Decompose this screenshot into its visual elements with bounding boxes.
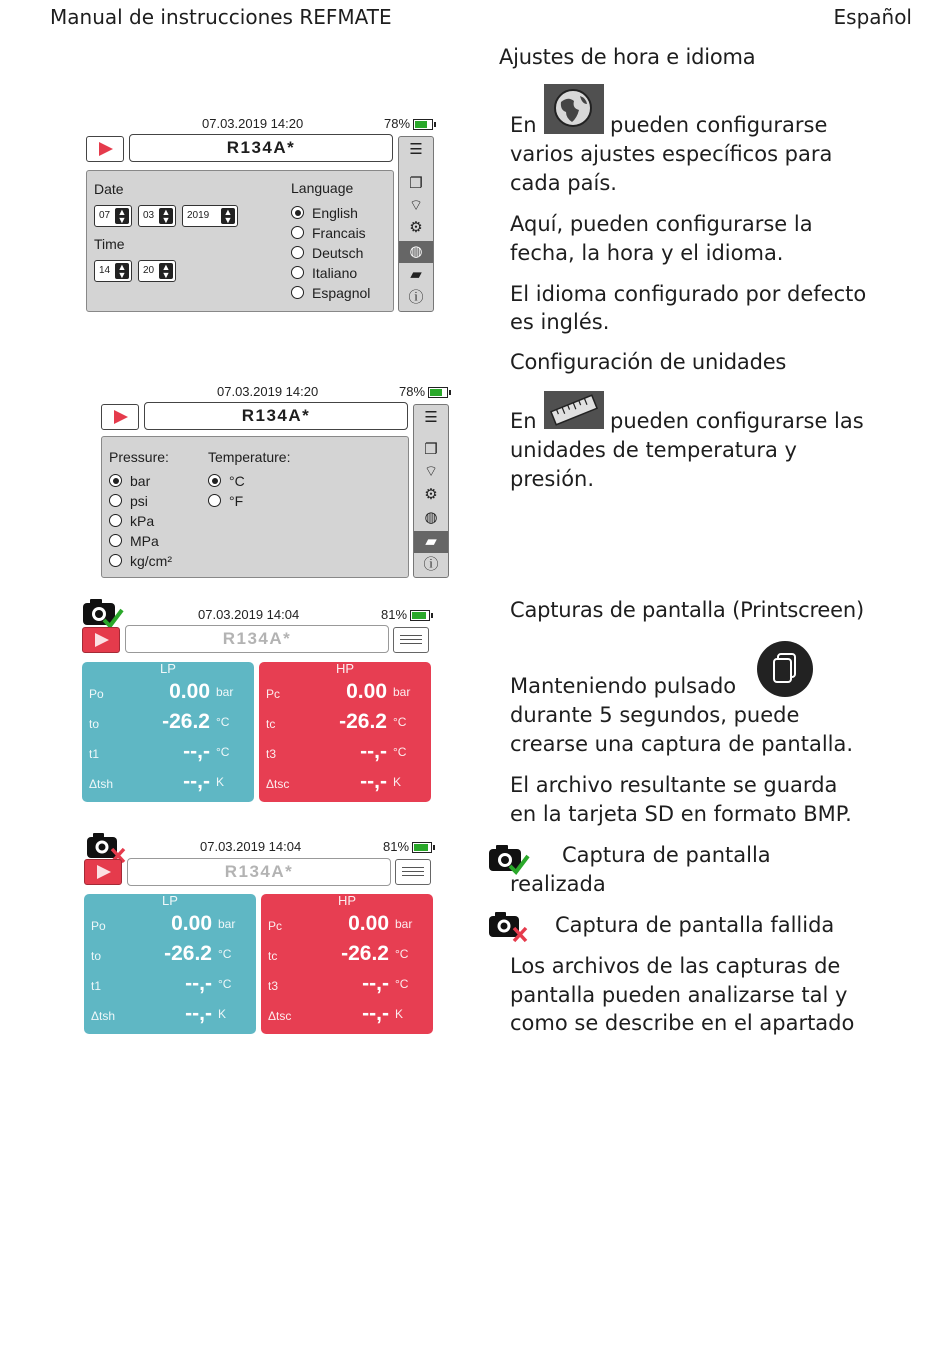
hp-title: HP [335,661,355,676]
text-p3-l1: El idioma configurado por defecto [510,282,867,306]
row-unit: bar [393,685,411,699]
camera-cross-icon [486,910,532,948]
radio-label: °C [229,473,245,489]
text-p1-post: pueden configurarse [610,113,828,137]
battery-icon [410,610,430,621]
globe-icon[interactable]: ◍ [424,509,438,526]
radio-label: kg/cm² [130,553,172,569]
menu-icon[interactable]: ☰ [409,141,423,158]
menu-button[interactable] [395,859,431,885]
side-menu [413,404,449,578]
hp-row [259,770,431,800]
year-value: 2019 [187,210,210,221]
row-key: tc [268,949,278,963]
text-screens-p2-l1: El archivo resultante se guarda [510,773,838,797]
hp-row [261,912,433,942]
time-label: Time [94,236,125,252]
hp-panel [259,662,431,802]
menu-icon[interactable]: ☰ [424,409,438,426]
settings-panel [86,170,394,312]
row-key: Δtsh [91,1009,116,1023]
hp-row [259,710,431,740]
text-screens-p2-l2: en la tarjeta SD en formato BMP. [510,802,852,826]
row-key: Δtsc [268,1009,292,1023]
wireless-icon[interactable]: ⌔ [423,463,439,480]
header-title: Manual de instrucciones REFMATE [50,5,392,29]
row-unit: °C [218,977,232,991]
month-value: 03 [143,210,155,221]
lp-title: LP [162,893,178,908]
lp-panel [82,662,254,802]
text-p3-l2: es inglés. [510,310,610,334]
radio-celsius[interactable] [208,473,245,489]
row-key: t3 [268,979,279,993]
status-datetime: 07.03.2019 14:04 [200,839,302,854]
info-icon[interactable]: ⓘ [408,289,424,306]
units-panel [101,436,409,578]
row-key: Pc [268,919,283,933]
year-spinner[interactable]: 2019 ▲ ▼ [182,205,238,227]
device-screen-capture-ok [80,596,440,806]
text-screens-p3-l2: pantalla pueden analizarse tal y [510,983,848,1007]
status-datetime: 07.03.2019 14:20 [202,116,304,131]
row-unit: °C [393,715,407,729]
row-value: --,- [362,1002,389,1025]
play-button[interactable] [82,627,120,653]
row-value: --,- [360,740,387,763]
row-unit: K [218,1007,227,1021]
section-title-screenshots: Capturas de pantalla (Printscreen) [510,598,864,622]
row-value: -26.2 [341,942,389,965]
hp-row [259,680,431,710]
lp-row [82,680,254,710]
menu-button[interactable] [393,627,429,653]
text-screens-p3-l1: Los archivos de las capturas de [510,954,841,978]
radio-fahrenheit[interactable] [208,493,243,509]
pressure-label: Pressure: [109,449,169,465]
text-units-l2: unidades de temperatura y [510,438,797,462]
row-unit: °C [218,947,232,961]
hp-row [261,1002,433,1032]
radio-label: MPa [130,533,159,549]
play-button[interactable] [84,859,122,885]
text-en: En [510,113,537,137]
row-value: --,- [362,972,389,995]
text-units-post: pueden configurarse las [610,409,864,433]
radio-label: Francais [312,225,366,241]
section-title-time-language: Ajustes de hora e idioma [499,45,756,69]
radio-label: psi [130,493,148,509]
radio-deutsch[interactable] [291,245,363,261]
row-value: 0.00 [346,680,387,703]
row-value: 0.00 [348,912,389,935]
battery-text: 81% [383,839,410,854]
hp-panel [261,894,433,1034]
device-screen-capture-failed [82,829,442,1039]
radio-label: Italiano [312,265,358,281]
month-spinner[interactable]: 03 ▲ ▼ [138,205,176,227]
battery-icon [413,119,433,130]
wireless-icon[interactable]: ⌔ [408,197,424,214]
battery-icon [412,842,432,853]
row-key: tc [266,717,276,731]
row-key: Δtsc [266,777,290,791]
status-battery [383,839,432,854]
play-button[interactable] [86,136,124,162]
lp-panel [84,894,256,1034]
text-p2-l1: Aquí, pueden configurarse la [510,212,813,236]
row-key: t1 [89,747,100,761]
gear-icon[interactable]: ⚙ [409,219,423,236]
text-screens-l2: durante 5 segundos, puede [510,703,800,727]
hour-value: 14 [99,265,111,276]
row-value: --,- [360,770,387,793]
layers-icon[interactable]: ❐ [409,175,423,192]
row-key: Po [89,687,104,701]
radio-english[interactable] [291,205,358,221]
side-menu [398,136,434,312]
header-language: Español [833,5,912,29]
minute-spinner[interactable]: 20 ▲ ▼ [138,260,176,282]
row-unit: °C [393,745,407,759]
radio-label: English [312,205,358,221]
temperature-label: Temperature: [208,449,291,465]
globe-icon [544,84,604,134]
text-screens-l3: crearse una captura de pantalla. [510,732,854,756]
layers-icon[interactable]: ❐ [424,441,438,458]
row-value: -26.2 [339,710,387,733]
row-value: --,- [185,972,212,995]
text-units-l3: presión. [510,467,595,491]
hp-row [261,972,433,1002]
ruler-icon[interactable]: ▰ [410,266,422,283]
row-key: Po [91,919,106,933]
ruler-icon[interactable]: ▰ [414,531,448,553]
lp-row [84,1002,256,1032]
ruler-icon [544,391,604,429]
row-key: t1 [91,979,102,993]
info-icon[interactable]: ⓘ [423,556,439,573]
row-unit: °C [395,947,409,961]
hp-title: HP [337,893,357,908]
row-value: --,- [183,740,210,763]
radio-label: °F [229,493,244,509]
play-button[interactable] [101,404,139,430]
radio-espagnol[interactable] [291,285,370,301]
row-key: Δtsh [89,777,114,791]
row-key: t3 [266,747,277,761]
row-value: --,- [185,1002,212,1025]
date-label: Date [94,181,124,197]
day-value: 07 [99,210,111,221]
row-unit: K [216,775,225,789]
status-datetime: 07.03.2019 14:04 [198,607,300,622]
radio-kgcm2[interactable] [109,553,172,569]
radio-mpa[interactable] [109,533,159,549]
lp-row [82,740,254,770]
text-ok-l2: realizada [510,872,606,896]
row-unit: °C [216,745,230,759]
lp-row [84,912,256,942]
battery-text: 78% [399,384,426,399]
row-unit: °C [216,715,230,729]
row-unit: °C [395,977,409,991]
row-unit: bar [395,917,413,931]
radio-label: kPa [130,513,155,529]
row-key: to [91,949,102,963]
text-p2-l2: fecha, la hora y el idioma. [510,241,784,265]
text-units-en: En [510,409,537,433]
refrigerant-field[interactable]: R134A* [125,625,389,653]
hp-row [259,740,431,770]
status-battery [384,116,433,131]
row-unit: K [395,1007,404,1021]
row-value: -26.2 [162,710,210,733]
radio-psi[interactable] [109,493,148,509]
radio-bar[interactable] [109,473,150,489]
hour-spinner[interactable]: 14 ▲ ▼ [94,260,132,282]
text-fail: Captura de pantalla fallida [555,913,835,937]
lp-row [82,710,254,740]
status-datetime: 07.03.2019 14:20 [217,384,319,399]
text-screens-p3-l3: como se describe en el apartado [510,1011,855,1035]
text-p1-l3: cada país. [510,171,617,195]
text-screens-l1: Manteniendo pulsado [510,674,737,698]
text-p1-l2: varios ajustes específicos para [510,142,833,166]
row-unit: bar [218,917,236,931]
day-spinner[interactable]: 07 ▲ ▼ [94,205,132,227]
row-value: 0.00 [171,912,212,935]
row-value: -26.2 [164,942,212,965]
radio-label: bar [130,473,151,489]
status-battery [399,384,448,399]
row-unit: bar [216,685,234,699]
lp-title: LP [160,661,176,676]
minute-value: 20 [143,265,155,276]
battery-icon [428,387,448,398]
radio-kpa[interactable] [109,513,154,529]
lp-row [82,770,254,800]
status-battery [381,607,430,622]
refrigerant-field[interactable]: R134A* [144,402,408,430]
hp-row [261,942,433,972]
row-key: Pc [266,687,281,701]
device-screen-units [99,380,459,585]
text-ok-l1: Captura de pantalla [562,843,771,867]
row-value: --,- [183,770,210,793]
section-title-units: Configuración de unidades [510,350,787,374]
device-screen-time-language [84,112,444,317]
radio-label: Espagnol [312,285,371,301]
gear-icon[interactable]: ⚙ [424,486,438,503]
radio-italiano[interactable] [291,265,357,281]
radio-label: Deutsch [312,245,364,261]
row-value: 0.00 [169,680,210,703]
battery-text: 78% [384,116,411,131]
paragraph-time-lang-1 [510,111,537,140]
battery-text: 81% [381,607,408,622]
language-label: Language [291,180,354,196]
row-key: to [89,717,100,731]
lp-row [84,942,256,972]
refrigerant-field[interactable]: R134A* [129,134,393,162]
lp-row [84,972,256,1002]
row-unit: K [393,775,402,789]
radio-francais[interactable] [291,225,366,241]
copy-icon [757,641,813,697]
globe-icon[interactable]: ◍ [399,241,433,263]
refrigerant-field[interactable]: R134A* [127,858,391,886]
